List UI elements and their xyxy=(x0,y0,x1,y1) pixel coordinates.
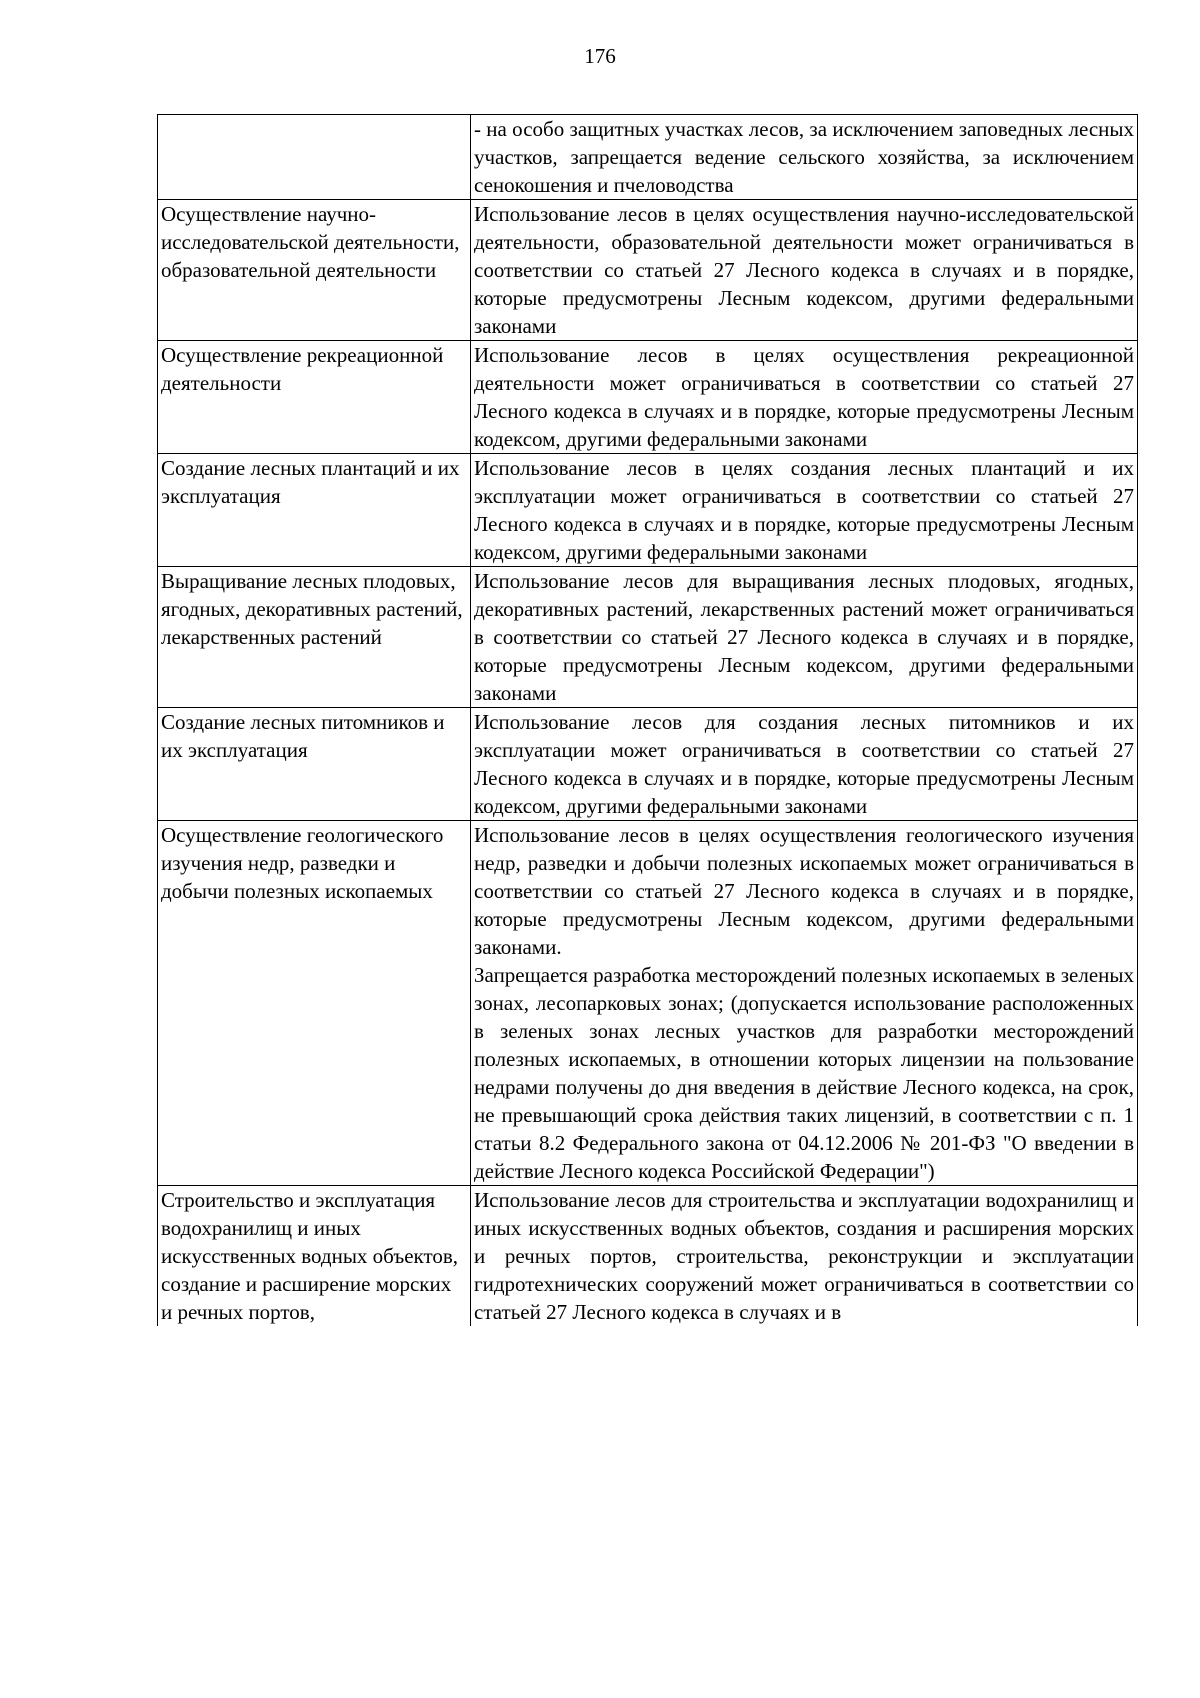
restriction-paragraph: Использование лесов для выращивания лесных плодовых, ягодных, декоративных растений, лекарственных растений может ограничиваться в соответствии со статьей 27 Лесного кодекса в случаях и в порядке, которые предусмотрены Лесным кодексом, другими федеральными законами xyxy=(474,569,1134,705)
activity-cell: Строительство и эксплуатация водохранилищ и иных искусственных водных объектов, создание и расширение морских и речных портов, xyxy=(158,1186,471,1327)
table-row xyxy=(158,708,1138,821)
restriction-cell xyxy=(471,454,1138,567)
activity-cell: Осуществление научно-исследовательской деятельности, образовательной деятельности xyxy=(158,200,471,341)
table-row xyxy=(158,200,1138,341)
activity-cell: Осуществление рекреационной деятельности xyxy=(158,341,471,454)
restriction-paragraph: - на особо защитных участках лесов, за исключением заповедных лесных участков, запрещается ведение сельского хозяйства, за исключением сенокошения и пчеловодства xyxy=(474,117,1134,197)
restriction-cell xyxy=(471,567,1138,708)
restriction-paragraph: Использование лесов для создания лесных питомников и их эксплуатации может ограничиваться в соответствии со статьей 27 Лесного кодекса в случаях и в порядке, которые предусмотрены Лесным кодексом, другими федеральными законами xyxy=(474,710,1134,818)
restriction-paragraph: Использование лесов в целях осуществления рекреационной деятельности может ограничиваться в соответствии со статьей 27 Лесного кодекса в случаях и в порядке, которые предусмотрены Лесным кодексом, другими федеральными законами xyxy=(474,343,1134,451)
restriction-paragraph: Использование лесов в целях осуществления геологического изучения недр, разведки и добычи полезных ископаемых может ограничиваться в соответствии со статьей 27 Лесного кодекса в случаях и в порядке, которые предусмотрены Лесным кодексом, другими федеральными законами. xyxy=(474,823,1134,959)
restriction-cell xyxy=(471,1186,1138,1327)
activity-cell: Создание лесных питомников и их эксплуатация xyxy=(158,708,471,821)
restriction-cell xyxy=(471,708,1138,821)
restriction-cell xyxy=(471,821,1138,1186)
page-number: 176 xyxy=(584,44,616,68)
restriction-cell xyxy=(471,341,1138,454)
restriction-paragraph: Запрещается разработка месторождений полезных ископаемых в зеленых зонах, лесопарковых зонах; (допускается использование расположенных в зеленых зонах лесных участков для разработки месторождений полезных ископаемых, в отношении которых лицензии на пользование недрами получены до дня введения в действие Лесного кодекса, на срок, не превышающий срока действия таких лицензий, в соответствии с п. 1 статьи 8.2 Федерального закона от 04.12.2006 № 201-ФЗ "О введении в действие Лесного кодекса Российской Федерации") xyxy=(474,963,1134,1183)
restriction-paragraph: Использование лесов в целях осуществления научно-исследовательской деятельности, образовательной деятельности может ограничиваться в соответствии со статьей 27 Лесного кодекса в случаях и в порядке, которые предусмотрены Лесным кодексом, другими федеральными законами xyxy=(474,202,1134,338)
activity-cell xyxy=(158,115,471,200)
restriction-cell xyxy=(471,200,1138,341)
activity-cell: Создание лесных плантаций и их эксплуатация xyxy=(158,454,471,567)
table-row xyxy=(158,1186,1138,1327)
activity-cell: Осуществление геологического изучения недр, разведки и добычи полезных ископаемых xyxy=(158,821,471,1186)
table-row xyxy=(158,567,1138,708)
restriction-cell xyxy=(471,115,1138,200)
restriction-paragraph: Использование лесов для строительства и эксплуатации водохранилищ и иных искусственных водных объектов, создания и расширения морских и речных портов, строительства, реконструкции и эксплуатации гидротехнических сооружений может ограничиваться в соответствии со статьей 27 Лесного кодекса в случаях и в xyxy=(474,1188,1134,1324)
table-row xyxy=(158,115,1138,200)
forest-use-restrictions-table xyxy=(157,114,1138,1326)
table-row xyxy=(158,821,1138,1186)
restriction-paragraph: Использование лесов в целях создания лесных плантаций и их эксплуатации может ограничиваться в соответствии со статьей 27 Лесного кодекса в случаях и в порядке, которые предусмотрены Лесным кодексом, другими федеральными законами xyxy=(474,456,1134,564)
table-row xyxy=(158,454,1138,567)
table-row xyxy=(158,341,1138,454)
activity-cell: Выращивание лесных плодовых, ягодных, декоративных растений, лекарственных растений xyxy=(158,567,471,708)
